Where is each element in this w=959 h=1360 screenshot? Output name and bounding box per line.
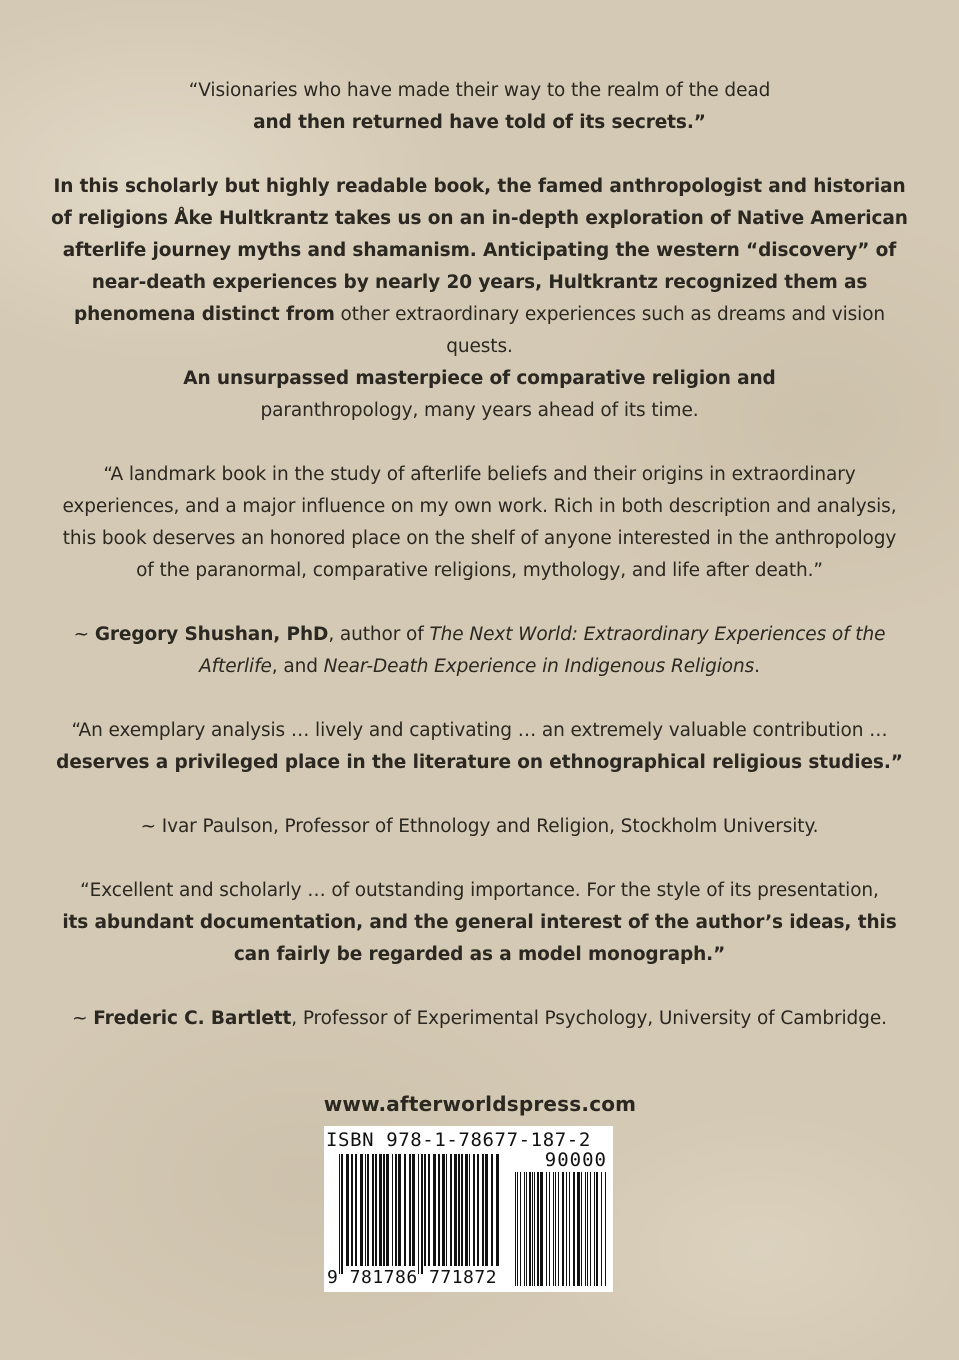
barcode-bar — [454, 1154, 457, 1266]
addon-bar — [587, 1172, 588, 1286]
addon-bar — [520, 1172, 521, 1286]
barcode-bar — [339, 1154, 340, 1274]
addon-bar — [558, 1172, 559, 1286]
barcode-bar — [477, 1154, 479, 1266]
addon-bar — [537, 1172, 539, 1286]
barcode-bar — [351, 1154, 353, 1266]
barcode-bar — [450, 1154, 452, 1266]
barcode-bar — [404, 1154, 406, 1266]
addon-bar — [515, 1172, 516, 1286]
barcode-bar — [418, 1154, 419, 1274]
barcode-bar — [341, 1154, 343, 1274]
barcode-bar — [367, 1154, 369, 1266]
barcode-bar — [398, 1154, 401, 1266]
ean-digits: 9 781786 771872 — [327, 1267, 498, 1288]
attribution-mid: , author of — [328, 624, 430, 645]
addon-bar — [566, 1172, 567, 1286]
barcode-bar — [482, 1154, 484, 1266]
publisher-url: www.afterworldspress.com — [323, 1092, 637, 1116]
addon-bar — [524, 1172, 525, 1286]
addon-bar — [581, 1172, 582, 1286]
attribution-and: , and — [271, 656, 324, 677]
barcode-bar — [383, 1154, 385, 1266]
barcode-bar — [442, 1154, 445, 1266]
addon-bar — [546, 1172, 547, 1286]
addon-bar — [569, 1172, 570, 1286]
barcode-bar — [392, 1154, 393, 1266]
addon-bar — [573, 1172, 575, 1286]
barcode-bar — [355, 1154, 357, 1266]
addon-bar — [605, 1172, 606, 1286]
barcode-bar — [375, 1154, 377, 1266]
barcode-bar — [438, 1154, 440, 1266]
paulson-quote-line1: “An exemplary analysis … lively and captivating … an extremely valuable contribution … — [71, 720, 888, 741]
attribution-tilde: ~ — [73, 624, 95, 645]
barcode-bar — [433, 1154, 436, 1266]
addon-bar — [517, 1172, 518, 1286]
bartlett-quote-rest: its abundant documentation, and the general interest of the author’s ideas, this can fairly be regarded as a model monograph.” — [62, 912, 897, 965]
book-title-next-world: The Next World: Extraordinary Experiences of the Afterlife — [199, 624, 886, 677]
addon-bar — [562, 1172, 564, 1286]
addon-bar — [555, 1172, 556, 1286]
addon-bar — [577, 1172, 580, 1286]
barcode-bar — [395, 1154, 397, 1266]
addon-bar — [532, 1172, 533, 1286]
book-title-nde-indigenous: Near-Death Experience in Indigenous Religions — [323, 656, 755, 677]
bartlett-attribution-rest: , Professor of Experimental Psychology, University of Cambridge. — [291, 1008, 887, 1029]
addon-bar — [540, 1172, 543, 1286]
barcode-bar — [496, 1154, 499, 1266]
barcode-bar — [473, 1154, 475, 1266]
addon-bar — [529, 1172, 531, 1286]
barcode-bar — [446, 1154, 447, 1266]
addon-bar — [594, 1172, 595, 1286]
barcode-bar — [365, 1154, 366, 1266]
description-bold-text: In this scholarly but highly readable book, the famed anthropologist and historian of religions Åke Hultkrantz takes us on an in-depth exploration of Native American afterlife journey myths and shamanism. Anticipating the western “discovery” of near-death experiences by nearly 20 years, Hultkrantz recognized them as phenomena distinct from — [51, 176, 908, 325]
barcode-bar — [379, 1154, 382, 1266]
barcode-bar — [458, 1154, 460, 1266]
addon-bar — [549, 1172, 550, 1286]
barcode-bar — [428, 1154, 430, 1266]
description-regular-text: other extraordinary experiences such as dreams and vision quests. — [340, 304, 886, 357]
price-addon-digits: 90000 — [544, 1149, 607, 1171]
barcode-bar — [412, 1154, 415, 1266]
barcode-bar — [424, 1154, 426, 1266]
reviewer-name-shushan: Gregory Shushan, PhD — [94, 624, 329, 645]
attribution-tilde: ~ — [72, 1008, 94, 1029]
addon-bar — [534, 1172, 535, 1286]
paulson-quote-line2: deserves a privileged place in the literature on ethnographical religious studies.” — [56, 752, 903, 773]
addon-bar — [601, 1172, 602, 1286]
attribution-end: . — [754, 656, 760, 677]
barcode-bar — [346, 1154, 349, 1266]
reviewer-name-bartlett: Frederic C. Bartlett — [93, 1008, 292, 1029]
barcode-bar — [461, 1154, 463, 1266]
barcode-bar — [360, 1154, 363, 1266]
tagline-line1: An unsurpassed masterpiece of comparative religion and — [183, 368, 776, 389]
barcode-bar — [491, 1154, 493, 1266]
intro-quote-line2: and then returned have told of its secrets.” — [253, 112, 706, 133]
barcode-bar — [372, 1154, 374, 1266]
addon-bar — [526, 1172, 527, 1286]
addon-bar — [596, 1172, 598, 1286]
review-shushan-quote: “A landmark book in the study of afterlife beliefs and their origins in extraordinary experiences, and a major influence on my own work. Rich in both description and analysis, this book deserves an honored place on the shelf of anyone interested in the anthropology of the paranormal, comparative religions, mythology, and life after death.” — [62, 464, 897, 581]
intro-quote-line1: “Visionaries who have made their way to the realm of the dead — [188, 80, 771, 101]
addon-bar — [553, 1172, 554, 1286]
addon-bar — [590, 1172, 591, 1286]
addon-bar — [585, 1172, 586, 1286]
barcode-bar — [386, 1154, 389, 1266]
barcode-bar — [409, 1154, 411, 1266]
isbn-label: ISBN 978-1-78677-187-2 — [326, 1129, 591, 1151]
barcode-bar — [465, 1154, 468, 1266]
barcode-bar — [469, 1154, 470, 1266]
barcode-bar — [421, 1154, 423, 1274]
tagline-line2: paranthropology, many years ahead of its time. — [260, 400, 699, 421]
review-paulson-attribution: ~ Ivar Paulson, Professor of Ethnology and Religion, Stockholm University. — [140, 816, 819, 837]
barcode-bar — [485, 1154, 488, 1266]
bartlett-quote-line1: “Excellent and scholarly … of outstanding importance. For the style of its presentation, — [80, 880, 879, 901]
